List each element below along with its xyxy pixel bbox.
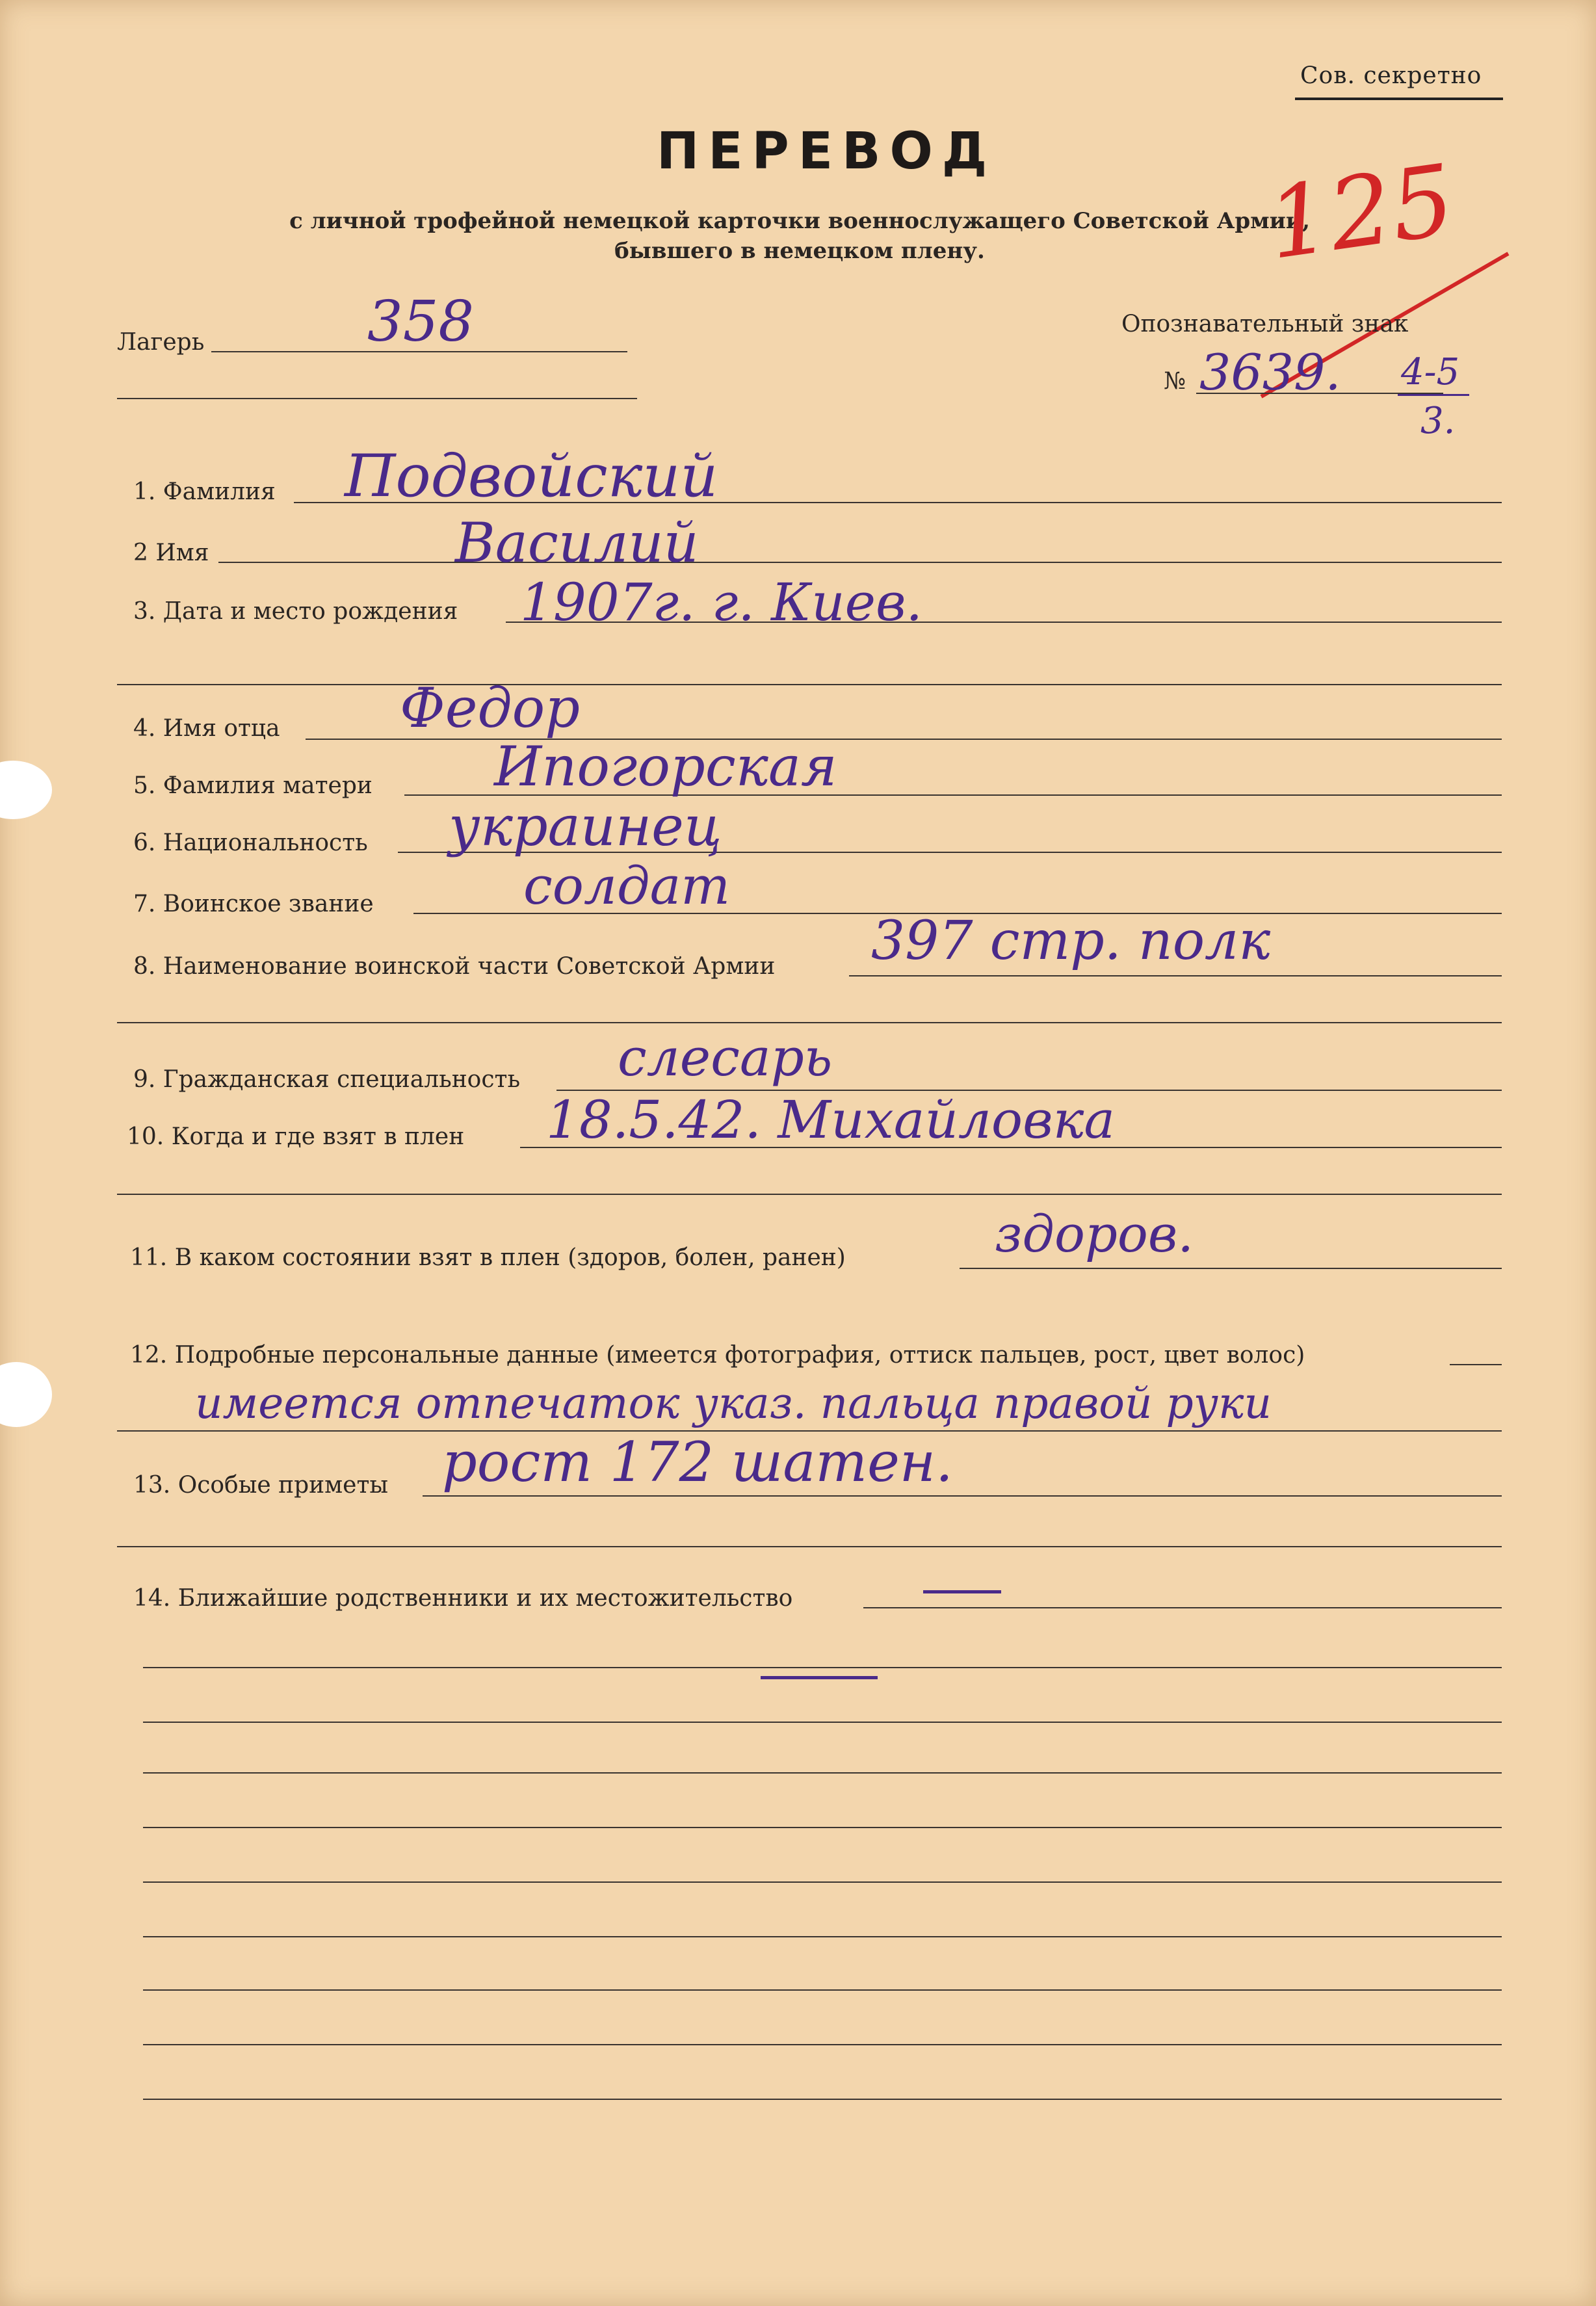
classification-underline xyxy=(1295,98,1503,100)
field-12-value: имеется отпечаток указ. пальца правой руки xyxy=(195,1378,1272,1428)
field-4-value: Федор xyxy=(400,676,581,740)
field-10-label: 10. Когда и где взят в плен xyxy=(127,1123,465,1150)
subtitle-line-1: с личной трофейной немецкой карточки военнослужащего Советской Армии, xyxy=(289,208,1310,234)
field-1-label: 1. Фамилия xyxy=(133,478,276,505)
field-2-value: Василий xyxy=(455,511,699,575)
blank-line-5 xyxy=(143,1881,1502,1883)
blank-line-7 xyxy=(143,1989,1502,1991)
field-8-label: 8. Наименование воинской части Советской Армии xyxy=(133,953,776,980)
field-8-value: 397 стр. полк xyxy=(871,910,1271,972)
id-mark-value: 3639. xyxy=(1199,343,1341,401)
blank-line-3 xyxy=(143,1772,1502,1774)
id-mark-fraction-bottom: 3. xyxy=(1420,400,1456,442)
id-mark-label: Опознавательный знак xyxy=(1121,311,1409,337)
field-10-line-2 xyxy=(117,1194,1502,1195)
binder-hole-top xyxy=(0,761,52,819)
blank-line-8 xyxy=(143,2044,1502,2045)
field-13-value: рост 172 шатен. xyxy=(442,1430,953,1494)
field-8-line xyxy=(849,975,1502,976)
field-14-line xyxy=(863,1607,1502,1608)
field-3-label: 3. Дата и место рождения xyxy=(133,598,458,625)
field-12-line xyxy=(1450,1364,1502,1365)
blank-line-4 xyxy=(143,1827,1502,1828)
field-13-line-2 xyxy=(117,1546,1502,1547)
field-14-dash-mark xyxy=(761,1676,878,1679)
camp-line-2 xyxy=(117,398,637,399)
field-13-label: 13. Особые приметы xyxy=(133,1472,389,1499)
id-mark-fraction-top: 4-5 xyxy=(1401,351,1460,393)
subtitle-line-2: бывшего в немецком плену. xyxy=(614,238,985,264)
field-5-label: 5. Фамилия матери xyxy=(133,772,373,799)
field-14-label: 14. Ближайшие родственники и их местожительство xyxy=(133,1585,793,1612)
field-13-line xyxy=(423,1495,1502,1497)
field-3-value: 1907г. г. Киев. xyxy=(520,572,922,633)
field-7-label: 7. Воинское звание xyxy=(133,891,374,917)
blank-line-1 xyxy=(143,1667,1502,1668)
id-mark-fraction-bar xyxy=(1398,394,1469,396)
field-2-label: 2 Имя xyxy=(133,540,209,566)
blank-line-9 xyxy=(143,2099,1502,2100)
camp-label: Лагерь xyxy=(117,329,205,356)
field-14-line-2 xyxy=(923,1590,1001,1593)
page-title: ПЕРЕВОД xyxy=(657,122,997,181)
field-6-label: 6. Национальность xyxy=(133,830,368,856)
field-4-label: 4. Имя отца xyxy=(133,715,280,742)
field-2-line xyxy=(218,562,1502,563)
blank-line-6 xyxy=(143,1936,1502,1937)
field-9-value: слесарь xyxy=(618,1027,833,1088)
classification-label: Сов. секретно xyxy=(1300,62,1482,89)
field-12-label: 12. Подробные персональные данные (имеется фотография, оттиск пальцев, рост, цвет волос) xyxy=(130,1342,1305,1369)
id-mark-number-prefix: № xyxy=(1164,368,1186,395)
field-11-label: 11. В каком состоянии взят в плен (здоров, болен, ранен) xyxy=(130,1244,846,1271)
field-5-value: Ипогорская xyxy=(494,735,837,798)
field-11-value: здоров. xyxy=(995,1205,1194,1264)
field-1-value: Подвойский xyxy=(345,442,718,510)
camp-value: 358 xyxy=(367,289,475,354)
field-6-value: украинец xyxy=(449,794,722,858)
field-7-value: солдат xyxy=(523,856,731,916)
red-handwritten-number: 125 xyxy=(1261,143,1461,282)
field-8-line-2 xyxy=(117,1022,1502,1023)
field-10-value: 18.5.42. Михайловка xyxy=(546,1090,1116,1150)
field-9-label: 9. Гражданская специальность xyxy=(133,1066,521,1093)
blank-line-2 xyxy=(143,1722,1502,1723)
binder-hole-bottom xyxy=(0,1362,52,1427)
field-3-line-2 xyxy=(117,684,1502,685)
field-11-line xyxy=(960,1268,1502,1269)
